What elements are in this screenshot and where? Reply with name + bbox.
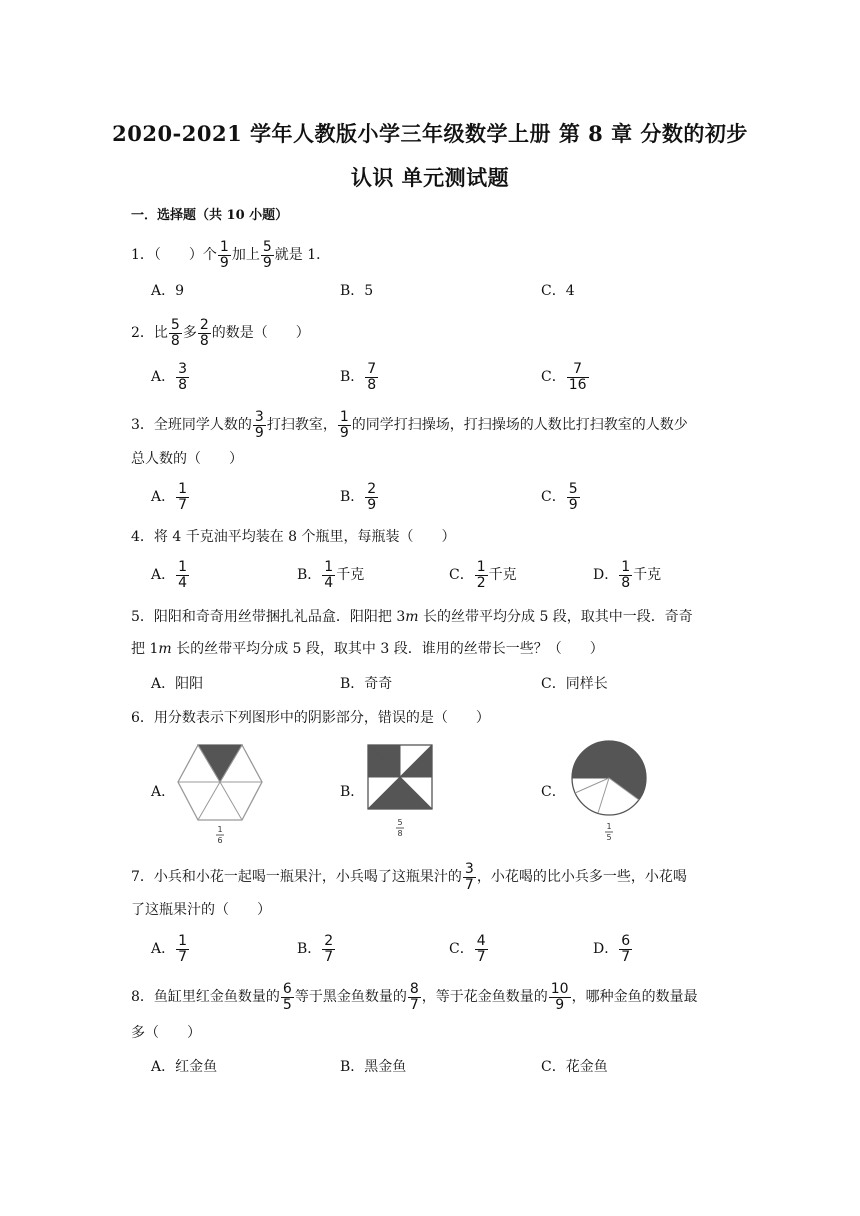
q5-option-b[interactable]: B．奇奇: [340, 676, 393, 692]
section-heading: 一．选择题（共 10 小题）: [131, 208, 289, 223]
hexagon-caption-num: 1: [217, 825, 223, 834]
fraction: $\frac{3}{7}$: [464, 861, 474, 893]
q7-option-b[interactable]: B． $\frac{2}{7}$: [297, 933, 334, 965]
question-1: 1．（ ）个 $\frac{1}{9}$ 加上 $\frac{5}{9}$ 就是 1．: [131, 239, 331, 271]
question-4: 4．将 4 千克油平均装在 8 个瓶里，每瓶装（ ）: [131, 529, 456, 545]
q6-option-b[interactable]: B．: [340, 784, 365, 800]
circle-figure: [565, 736, 655, 848]
square-caption-num: 5: [397, 818, 403, 827]
q4-option-b[interactable]: B． $\frac{1}{4}$ 千克: [297, 559, 365, 591]
q6-option-c[interactable]: C．: [541, 784, 566, 800]
q7-option-d[interactable]: D． $\frac{6}{7}$: [593, 933, 631, 965]
q4-option-c[interactable]: C． $\frac{1}{2}$ 千克: [449, 559, 517, 591]
hexagon-figure: [175, 740, 265, 844]
question-6: 6．用分数表示下列图形中的阴影部分，错误的是（ ）: [131, 710, 490, 726]
q8-option-c[interactable]: C．花金鱼: [541, 1059, 608, 1075]
q4-option-d[interactable]: D． $\frac{1}{8}$ 千克: [593, 559, 662, 591]
fraction: $\frac{6}{5}$: [282, 981, 292, 1013]
q3-option-a[interactable]: A． $\frac{1}{7}$: [151, 481, 188, 513]
fraction: $\frac{8}{7}$: [409, 981, 419, 1013]
q4-option-a[interactable]: A． $\frac{1}{4}$: [151, 559, 188, 591]
q5-option-a[interactable]: A．阳阳: [151, 676, 204, 692]
question-5: 5．阳阳和奇奇用丝带捆扎礼品盒．阳阳把 3m 长的丝带平均分成 5 段，取其中一段．奇奇: [131, 609, 693, 625]
fraction: $\frac{2}{8}$: [199, 317, 209, 349]
title-line-1: 2020-2021 学年人教版小学三年级数学上册 第 8 章 分数的初步: [112, 121, 748, 146]
q3-option-c[interactable]: C． $\frac{5}{9}$: [541, 481, 578, 513]
question-5-line-2: 把 1m 长的丝带平均分成 5 段，取其中 3 段．谁用的丝带长一些？（ ）: [131, 641, 604, 657]
square-caption-den: 8: [397, 829, 403, 838]
q1-option-a[interactable]: A．9: [151, 283, 185, 299]
fraction: $\frac{5}{9}$: [262, 239, 272, 271]
q2-option-a[interactable]: A． $\frac{3}{8}$: [151, 361, 188, 393]
square-figure: [364, 741, 436, 845]
question-3: 3．全班同学人数的 $\frac{3}{9}$ 打扫教室， $\frac{1}{9}$ 的同学打扫操场，打扫操场的人数比打扫教室的人数少: [131, 409, 688, 441]
fraction: $\frac{1}{9}$: [339, 409, 349, 441]
q6-option-a[interactable]: A．: [151, 784, 176, 800]
fraction: $\frac{1}{9}$: [219, 239, 229, 271]
q8-option-a[interactable]: A．红金鱼: [151, 1059, 218, 1075]
hexagon-caption-den: 6: [217, 836, 223, 844]
q2-option-c[interactable]: C． $\frac{7}{16}$: [541, 361, 587, 393]
title-line-2: 认识 单元测试题: [350, 165, 510, 190]
q1-option-c[interactable]: C．4: [541, 283, 575, 299]
question-8: 8．鱼缸里红金鱼数量的 $\frac{6}{5}$ 等于黑金鱼数量的 $\frac{8}{7}$ ，等于花金鱼数量的 $\frac{10}{9}$ ，哪种金鱼的数量最: [131, 981, 698, 1013]
question-7-line-2: 了这瓶果汁的（ ）: [131, 902, 271, 918]
q1-option-b[interactable]: B．5: [340, 283, 374, 299]
question-2: 2．比 $\frac{5}{8}$ 多 $\frac{2}{8}$ 的数是（ ）: [131, 317, 310, 349]
fraction: $\frac{5}{8}$: [170, 317, 180, 349]
q3-option-b[interactable]: B． $\frac{2}{9}$: [340, 481, 377, 513]
q5-option-c[interactable]: C．同样长: [541, 676, 608, 692]
q7-option-a[interactable]: A． $\frac{1}{7}$: [151, 933, 188, 965]
fraction: $\frac{10}{9}$: [550, 981, 569, 1013]
question-7: 7．小兵和小花一起喝一瓶果汁，小兵喝了这瓶果汁的 $\frac{3}{7}$ ，小花喝的比小兵多一些，小花喝: [131, 861, 687, 893]
q2-option-b[interactable]: B． $\frac{7}{8}$: [340, 361, 377, 393]
q7-option-c[interactable]: C． $\frac{4}{7}$: [449, 933, 486, 965]
fraction: $\frac{3}{9}$: [254, 409, 264, 441]
circle-caption-den: 5: [606, 833, 612, 842]
circle-caption-num: 1: [606, 822, 612, 831]
question-3-line-2: 总人数的（ ）: [131, 451, 243, 467]
q8-option-b[interactable]: B．黑金鱼: [340, 1059, 407, 1075]
question-8-line-2: 多（ ）: [131, 1025, 201, 1041]
